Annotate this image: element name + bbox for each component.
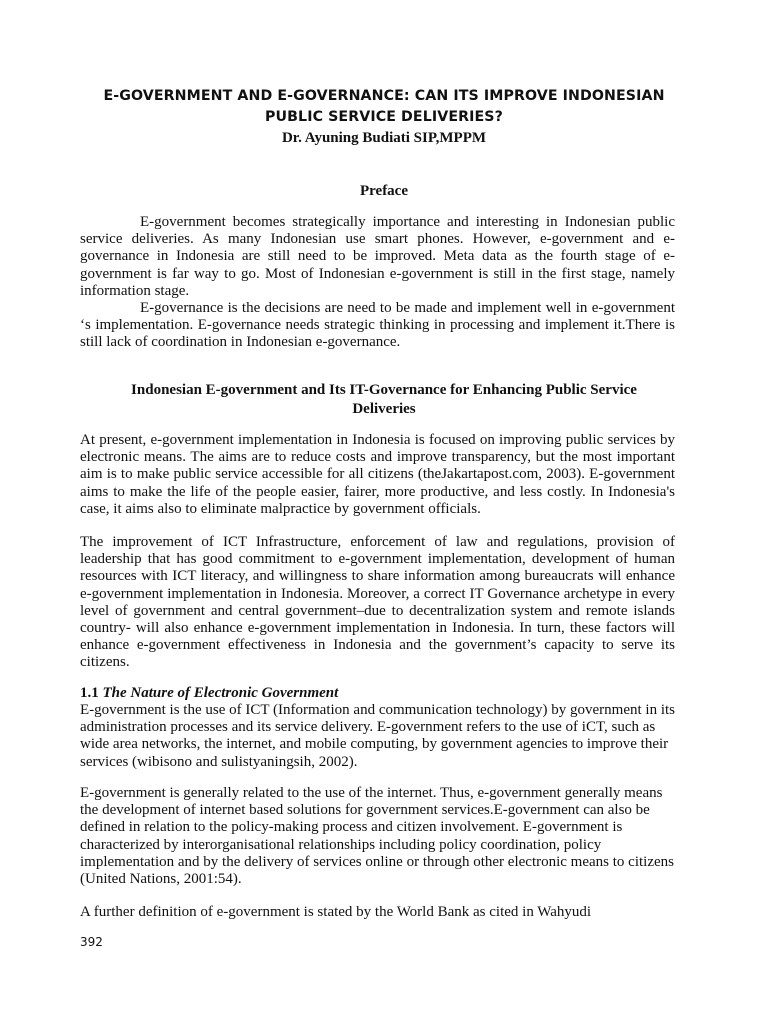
preface-body xyxy=(80,214,675,352)
section-heading-line-1: Indonesian E-government and Its IT-Governance for Enhancing Public Service xyxy=(131,382,637,398)
preface-heading: Preface xyxy=(359,183,409,199)
page-number: 392 xyxy=(80,935,103,949)
subsection-paragraph-1-text: E-government is the use of ICT (Information and communication technology) by government in its administration processes and its service delivery. E-government refers to the use of iCT, such as wide area networks, the internet, and mobile computing, by government agencies to improve their services (wibisono and sulistyaningsih, 2002). xyxy=(80,702,676,770)
author-name: Dr. Ayuning Budiati SIP,MPPM xyxy=(281,130,487,146)
subsection-paragraph-3 xyxy=(80,904,675,921)
subsection-paragraph-2 xyxy=(80,785,675,888)
preface-paragraph-1: E-government becomes strategically importance and interesting in Indonesian public service deliveries. As many Indonesian use smart phones. However, e-government and e-governance in Indonesia are still need to be improved. Meta data as the fourth stage of e-government is far way to go. Most of Indonesian e-government is still in the first stage, namely information stage. xyxy=(80,214,675,299)
subsection-paragraph-2-text: E-government is generally related to the use of the internet. Thus, e-government generally means the development of internet based solutions for government services.E-government can also be defined in relation to the policy-making process and citizen involvement. E-government is characterized by interorganisational relationships including policy coordination, policy implementation and by the delivery of services online or through other electronic means to citizens (United Nations, 2001:54). xyxy=(80,785,674,888)
subsection-paragraph-1 xyxy=(80,702,675,771)
subsection-title: The Nature of Electronic Government xyxy=(102,685,339,701)
section-paragraph-1 xyxy=(80,432,675,518)
section-paragraph-1-text: At present, e-government implementation in Indonesia is focused on improving public services by electronic means. The aims are to reduce costs and improve transparency, but the most important aim is to make public service accessible for all citizens (theJakartapost.com, 2003). E-government aims to make the life of the people easier, fairer, more productive, and less costly. In Indonesia's case, it aims also to eliminate malpractice by government officials. xyxy=(80,432,675,517)
section-paragraph-2 xyxy=(80,534,675,672)
subsection-number: 1.1 xyxy=(80,685,99,701)
title-line-1: E-GOVERNMENT AND E-GOVERNANCE: CAN ITS IMPROVE INDONESIAN xyxy=(103,88,665,104)
section-heading-line-2: Deliveries xyxy=(352,400,416,417)
subsection-paragraph-3-text: A further definition of e-government is stated by the World Bank as cited in Wahyudi xyxy=(80,904,592,920)
title-line-2: PUBLIC SERVICE DELIVERIES? xyxy=(265,109,503,125)
preface-paragraph-2: E-governance is the decisions are need to be made and implement well in e-government ‘s implementation. E-governance needs strategic thinking in processing and implement it.There is still lack of coordination in Indonesian e-governance. xyxy=(80,300,675,351)
section-heading xyxy=(80,381,688,418)
subsection-heading xyxy=(80,685,675,702)
paper-title xyxy=(80,86,688,128)
section-paragraph-2-text: The improvement of ICT Infrastructure, enforcement of law and regulations, provision of leadership that has good commitment to e-government implementation, development of human resources with ICT literacy, and willingness to share information among bureaucrats will enhance e-government implementation in Indonesia. Moreover, a correct IT Governance archetype in every level of government and central government–due to decentralization system and remote islands country- will also enhance e-government implementation in Indonesia. In turn, these factors will enhance e-government effectiveness in Indonesia and the government’s capacity to serve its citizens. xyxy=(80,534,675,671)
